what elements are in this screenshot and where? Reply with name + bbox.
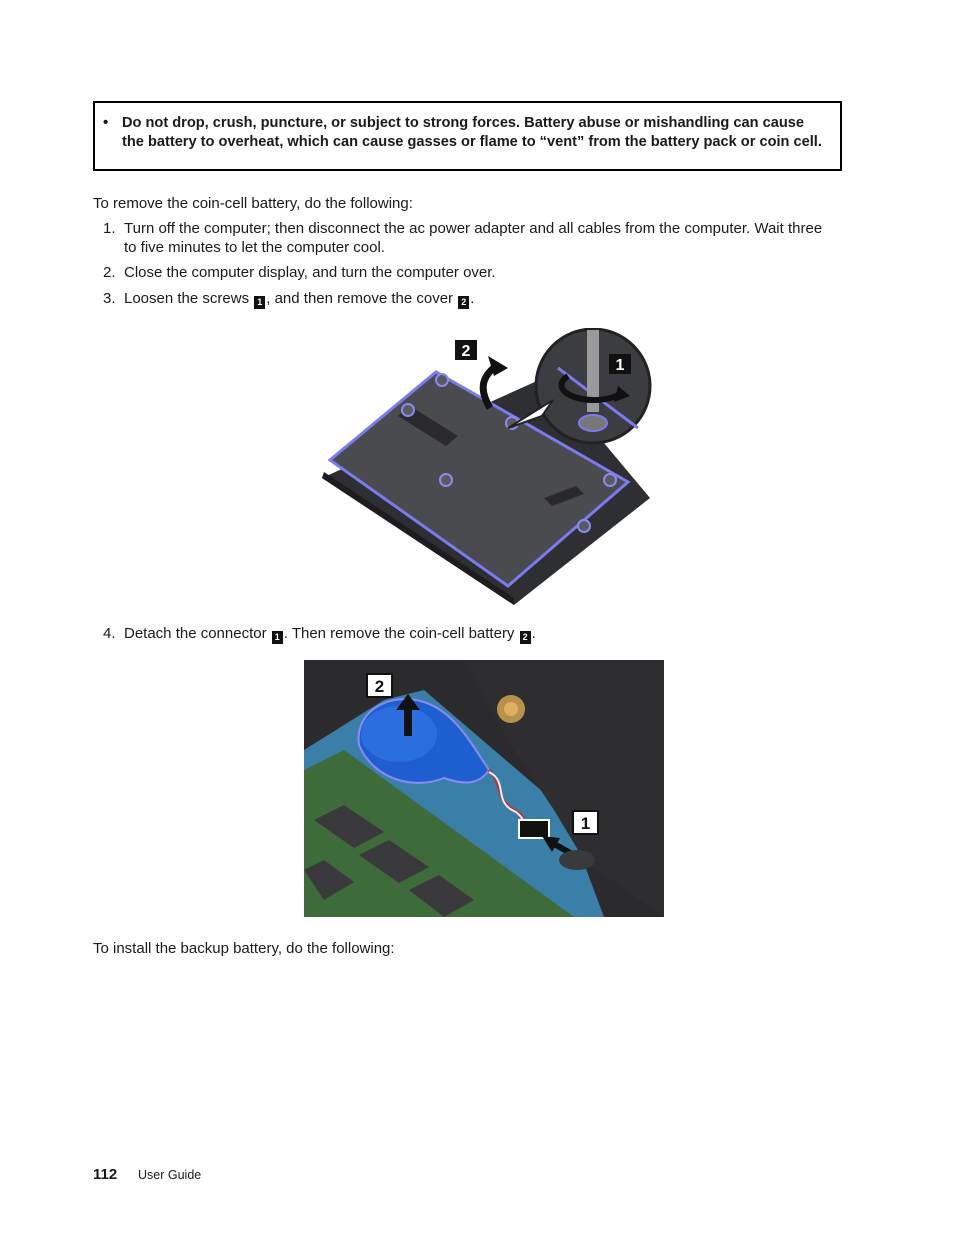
- page-number: 112: [93, 1166, 118, 1183]
- intro-remove-text: To remove the coin-cell battery, do the following:: [93, 195, 413, 212]
- callout-2: 2: [520, 631, 531, 644]
- cover-removal-illustration: [318, 328, 658, 608]
- intro-install-text: To install the backup battery, do the following:: [93, 940, 395, 957]
- callout-2: 2: [458, 296, 469, 309]
- screw: [402, 404, 414, 416]
- step-number: 2.: [103, 264, 116, 281]
- figure2-callout-2-label: 2: [374, 677, 385, 696]
- figure1-callout-2-label: 2: [461, 343, 471, 360]
- step-text: Turn off the computer; then disconnect the ac power adapter and all cables from the computer. Wait three to five minutes to let the computer cool.: [124, 220, 823, 256]
- screw: [604, 474, 616, 486]
- step-number: 3.: [103, 290, 116, 307]
- step-text-part: .: [470, 290, 475, 307]
- warning-box: [93, 101, 842, 171]
- step-4: [103, 624, 843, 644]
- screw: [578, 520, 590, 532]
- step-text: Close the computer display, and turn the computer over.: [124, 264, 496, 281]
- callout-1: 1: [272, 631, 283, 644]
- step-3: [103, 289, 843, 309]
- step-1: [103, 219, 843, 257]
- step-text-part: . Then remove the coin-cell battery: [283, 625, 519, 642]
- step-text-part: Detach the connector: [124, 625, 271, 642]
- warning-bullet: •: [103, 114, 109, 131]
- step-number: 4.: [103, 625, 116, 642]
- step-number: 1.: [103, 220, 116, 237]
- coin-cell-illustration: [304, 660, 664, 917]
- step-text-part: Loosen the screws: [124, 290, 254, 307]
- screw: [440, 474, 452, 486]
- step-text: [124, 624, 843, 644]
- battery-up-arrow: [404, 706, 412, 736]
- warning-text: Do not drop, crush, puncture, or subject to strong forces. Battery abuse or mishandling can cause the battery to overheat, which can cause gasses or flame to “vent” from the battery pack or coin cell.: [122, 115, 822, 150]
- footer-label: User Guide: [138, 1168, 202, 1182]
- step-text-part: , and then remove the cover: [266, 290, 458, 307]
- step-text: [124, 289, 843, 309]
- figure1-callout-1-label: 1: [615, 357, 625, 374]
- battery-connector: [519, 820, 549, 838]
- step-2: [103, 263, 843, 282]
- step-text-part: .: [531, 625, 536, 642]
- figure2-callout-1-label: 1: [580, 814, 591, 833]
- screw: [436, 374, 448, 386]
- callout-1: 1: [254, 296, 265, 309]
